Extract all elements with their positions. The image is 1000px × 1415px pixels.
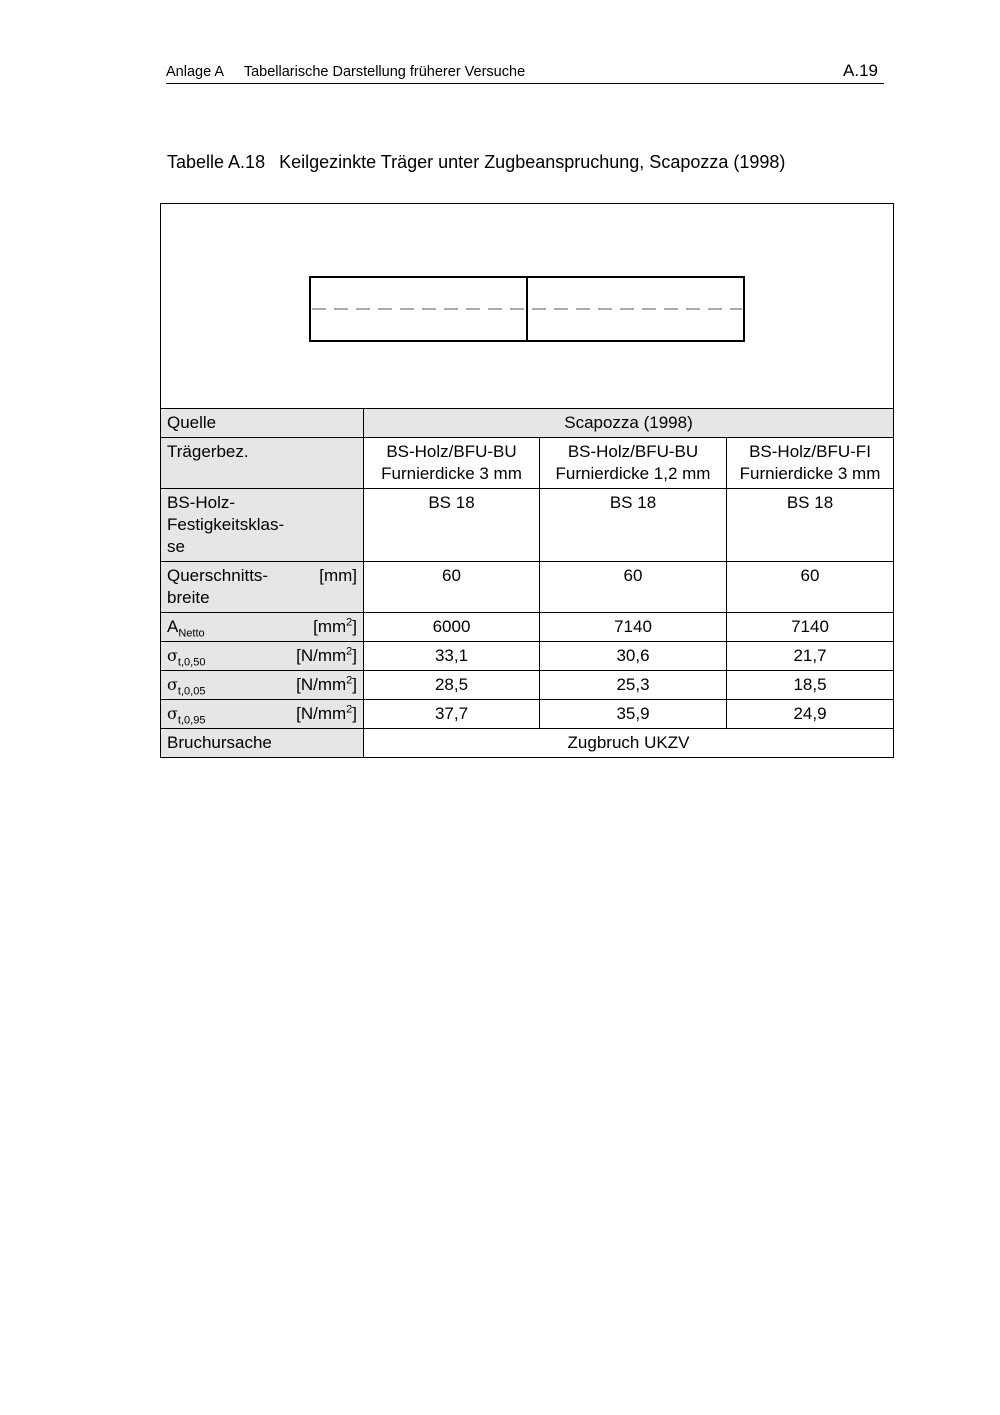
finger-joint-beam-diagram-icon <box>161 204 892 416</box>
row-querschnittsbreite <box>161 562 894 613</box>
breite-3: 60 <box>727 562 894 613</box>
traeger-col-3 <box>727 438 894 489</box>
table-number: Tabelle A.18 <box>167 152 266 172</box>
label-breite-line1: Querschnitts- <box>167 566 269 585</box>
results-table-wrapper <box>160 203 893 758</box>
unit-sigma-95 <box>296 703 357 725</box>
header-section: Anlage A <box>166 64 225 80</box>
row-sigma-95 <box>161 700 894 729</box>
sigma-50-2: 30,6 <box>540 642 727 671</box>
label-quelle: Quelle <box>161 409 364 438</box>
sigma-95-unit-pre: [N/mm <box>296 704 347 723</box>
label-anetto <box>161 613 364 642</box>
sigma-05-symbol: σ <box>167 675 178 694</box>
row-sigma-50 <box>161 642 894 671</box>
anetto-symbol: A <box>167 617 179 636</box>
results-table <box>160 203 894 758</box>
traeger-1-line2: Furnierdicke 3 mm <box>381 464 522 483</box>
symbol-anetto <box>167 616 205 638</box>
label-bruchursache: Bruchursache <box>161 729 364 758</box>
traeger-1-line1: BS-Holz/BFU-BU <box>386 442 517 461</box>
sigma-05-unit-sup: 2 <box>346 674 353 687</box>
sigma-95-1: 37,7 <box>364 700 540 729</box>
sigma-95-2: 35,9 <box>540 700 727 729</box>
header-title: Tabellarische Darstellung früherer Versuche <box>243 64 526 80</box>
sigma-50-unit-pre: [N/mm <box>296 646 347 665</box>
unit-breite: [mm] <box>319 566 357 585</box>
label-klasse-line2: Festigkeitsklas- <box>167 515 285 534</box>
traeger-2-line1: BS-Holz/BFU-BU <box>567 442 699 461</box>
table-title: Keilgezinkte Träger unter Zugbeanspruchung, Scapozza (1998) <box>279 152 786 172</box>
klasse-2: BS 18 <box>540 489 727 562</box>
sigma-95-sub: t,0,95 <box>177 714 206 727</box>
row-festigkeitsklasse <box>161 489 894 562</box>
sigma-95-symbol: σ <box>167 704 178 723</box>
row-anetto <box>161 613 894 642</box>
sigma-05-2: 25,3 <box>540 671 727 700</box>
breite-2: 60 <box>540 562 727 613</box>
anetto-sub: Netto <box>178 627 205 640</box>
sigma-50-unit-sup: 2 <box>346 645 353 658</box>
figure-cell <box>161 204 894 409</box>
page-header <box>166 58 884 84</box>
sigma-50-symbol: σ <box>167 646 178 665</box>
symbol-sigma-05 <box>167 674 205 696</box>
row-bruchursache <box>161 729 894 758</box>
row-sigma-05 <box>161 671 894 700</box>
label-klasse-line3: se <box>167 537 185 556</box>
unit-sigma-50 <box>296 645 357 667</box>
label-klasse-line1: BS-Holz- <box>167 493 236 512</box>
sigma-05-unit-pre: [N/mm <box>296 675 347 694</box>
unit-sigma-05 <box>296 674 357 696</box>
sigma-05-unit-post: ] <box>352 675 357 694</box>
value-bruchursache: Zugbruch UKZV <box>364 729 894 758</box>
sigma-50-unit-post: ] <box>352 646 357 665</box>
anetto-1: 6000 <box>364 613 540 642</box>
traeger-2-line2: Furnierdicke 1,2 mm <box>555 464 711 483</box>
page-number: A.19 <box>843 61 878 80</box>
symbol-sigma-50 <box>167 645 205 667</box>
anetto-3: 7140 <box>727 613 894 642</box>
table-caption <box>167 152 785 173</box>
traeger-col-2 <box>540 438 727 489</box>
anetto-unit-sup: 2 <box>346 616 353 629</box>
label-querschnittsbreite <box>161 562 364 613</box>
sigma-05-3: 18,5 <box>727 671 894 700</box>
klasse-1: BS 18 <box>364 489 540 562</box>
sigma-95-unit-post: ] <box>352 704 357 723</box>
sigma-50-1: 33,1 <box>364 642 540 671</box>
sigma-50-3: 21,7 <box>727 642 894 671</box>
sigma-05-sub: t,0,05 <box>177 685 206 698</box>
row-traeger <box>161 438 894 489</box>
label-festigkeitsklasse <box>161 489 364 562</box>
anetto-unit-pre: [mm <box>313 617 347 636</box>
anetto-2: 7140 <box>540 613 727 642</box>
traeger-3-line2: Furnierdicke 3 mm <box>739 464 881 483</box>
klasse-3: BS 18 <box>727 489 894 562</box>
header-left <box>166 64 525 80</box>
value-quelle: Scapozza (1998) <box>364 409 894 438</box>
unit-anetto <box>313 616 357 638</box>
sigma-95-unit-sup: 2 <box>346 703 353 716</box>
traeger-col-1 <box>364 438 540 489</box>
symbol-sigma-95 <box>167 703 205 725</box>
sigma-05-1: 28,5 <box>364 671 540 700</box>
sigma-95-3: 24,9 <box>727 700 894 729</box>
figure-row <box>161 204 894 409</box>
label-traeger: Trägerbez. <box>161 438 364 489</box>
label-sigma-95 <box>161 700 364 729</box>
label-sigma-50 <box>161 642 364 671</box>
label-breite-line2: breite <box>167 588 210 607</box>
sigma-50-sub: t,0,50 <box>177 656 206 669</box>
breite-1: 60 <box>364 562 540 613</box>
anetto-unit-post: ] <box>352 617 357 636</box>
traeger-3-line1: BS-Holz/BFU-FI <box>749 442 871 461</box>
label-sigma-05 <box>161 671 364 700</box>
